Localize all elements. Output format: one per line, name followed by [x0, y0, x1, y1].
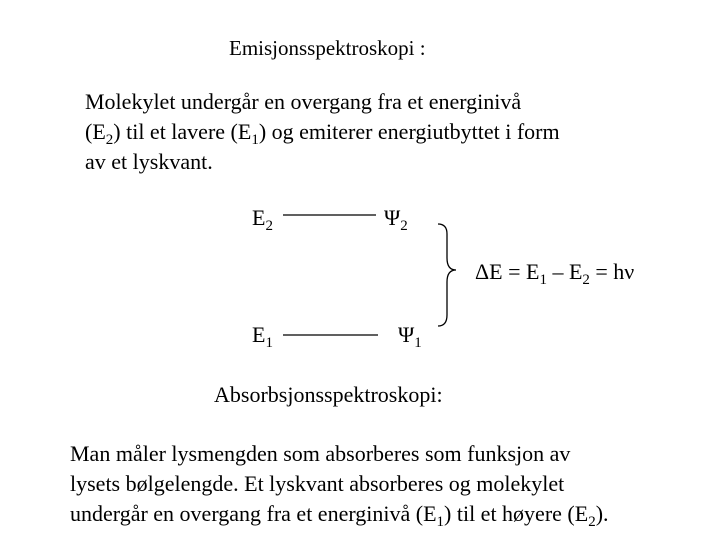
lower-state-label: $\Psi_1$: [398, 322, 422, 351]
absorption-line-2: lysets bølgelengde. Et lyskvant absorberes og molekylet: [70, 471, 565, 496]
curly-brace: [438, 224, 456, 326]
emission-title: Emisjonsspektroskopi :: [229, 36, 426, 60]
absorption-description: [70, 439, 609, 529]
emission-line-3: av et lyskvant.: [85, 149, 213, 174]
upper-energy-label: $E_2$: [252, 205, 273, 234]
absorption-line-3: undergår en overgang fra et energinivå $(E_1)$ til et høyere $(E_2)$.: [70, 501, 609, 530]
emission-line-2: $(E_2)$ til et lavere $(E_1)$ og emiterer energiutbyttet i form: [85, 119, 560, 148]
emission-line-1: Molekylet undergår en overgang fra et energinivå: [85, 89, 522, 114]
lower-energy-label: $E_1$: [252, 322, 273, 351]
absorption-title: Absorbsjonsspektroskopi:: [214, 382, 443, 407]
absorption-line-1: Man måler lysmengden som absorberes som funksjon av: [70, 441, 571, 466]
energy-equation: $\Delta E = E_1 - E_2 = h\nu$: [475, 259, 635, 288]
upper-state-label: $\Psi_2$: [384, 205, 408, 234]
